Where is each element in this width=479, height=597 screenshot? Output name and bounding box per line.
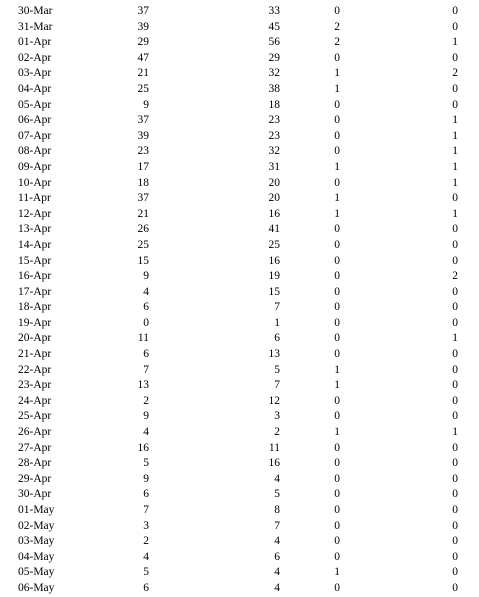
date-cell: 11-Apr xyxy=(18,192,51,205)
table-row xyxy=(0,176,479,192)
date-cell: 31-Mar xyxy=(18,20,53,33)
date-cell: 03-May xyxy=(18,535,55,548)
value-cell-1: 9 xyxy=(143,98,149,111)
value-cell-2: 7 xyxy=(274,301,280,314)
value-cell-2: 56 xyxy=(268,36,280,49)
value-cell-1: 15 xyxy=(137,254,149,267)
table-row xyxy=(0,456,479,472)
value-cell-4: 1 xyxy=(452,426,458,439)
value-cell-1: 25 xyxy=(137,82,149,95)
value-cell-4: 2 xyxy=(452,270,458,283)
value-cell-3: 0 xyxy=(334,488,340,501)
date-cell: 16-Apr xyxy=(18,270,52,283)
value-cell-3: 0 xyxy=(334,98,340,111)
value-cell-3: 2 xyxy=(334,36,340,49)
value-cell-1: 7 xyxy=(143,363,149,376)
table-row xyxy=(0,66,479,82)
value-cell-2: 31 xyxy=(268,160,280,173)
value-cell-3: 0 xyxy=(334,270,340,283)
value-cell-2: 7 xyxy=(274,379,280,392)
value-cell-1: 9 xyxy=(143,472,149,485)
table-row xyxy=(0,144,479,160)
date-cell: 19-Apr xyxy=(18,316,52,329)
value-cell-2: 38 xyxy=(268,82,280,95)
table-row xyxy=(0,222,479,238)
date-cell: 02-Apr xyxy=(18,51,52,64)
value-cell-1: 6 xyxy=(143,581,149,594)
value-cell-1: 5 xyxy=(143,566,149,579)
table-row xyxy=(0,113,479,129)
value-cell-1: 0 xyxy=(143,316,149,329)
value-cell-4: 1 xyxy=(452,207,458,220)
table-row xyxy=(0,441,479,457)
table-row xyxy=(0,472,479,488)
value-cell-4: 0 xyxy=(452,285,458,298)
value-cell-3: 2 xyxy=(334,20,340,33)
date-cell: 01-May xyxy=(18,504,55,516)
value-cell-1: 37 xyxy=(137,5,149,17)
table-row xyxy=(0,534,479,550)
value-cell-3: 0 xyxy=(334,441,340,454)
value-cell-4: 0 xyxy=(452,5,458,17)
value-cell-1: 39 xyxy=(137,129,149,142)
table-row xyxy=(0,285,479,301)
date-cell: 15-Apr xyxy=(18,254,52,267)
date-cell: 23-Apr xyxy=(18,379,52,392)
value-cell-2: 12 xyxy=(268,394,280,407)
value-cell-4: 0 xyxy=(452,472,458,485)
value-cell-3: 1 xyxy=(334,82,340,95)
value-cell-4: 0 xyxy=(452,51,458,64)
table-row xyxy=(0,35,479,51)
value-cell-2: 32 xyxy=(268,67,280,80)
value-cell-1: 6 xyxy=(143,348,149,361)
value-cell-4: 0 xyxy=(452,301,458,314)
value-cell-4: 1 xyxy=(452,176,458,189)
value-cell-2: 8 xyxy=(274,504,280,516)
value-cell-1: 9 xyxy=(143,410,149,423)
date-cell: 08-Apr xyxy=(18,145,52,158)
value-cell-2: 3 xyxy=(274,410,280,423)
value-cell-1: 21 xyxy=(137,207,149,220)
value-cell-1: 4 xyxy=(143,426,149,439)
table-row xyxy=(0,238,479,254)
value-cell-3: 0 xyxy=(334,145,340,158)
value-cell-2: 25 xyxy=(268,238,280,251)
value-cell-2: 18 xyxy=(268,98,280,111)
value-cell-2: 16 xyxy=(268,254,280,267)
value-cell-3: 1 xyxy=(334,207,340,220)
table-row xyxy=(0,4,479,20)
value-cell-3: 0 xyxy=(334,472,340,485)
value-cell-3: 0 xyxy=(334,519,340,532)
date-cell: 05-Apr xyxy=(18,98,52,111)
value-cell-1: 4 xyxy=(143,285,149,298)
value-cell-3: 0 xyxy=(334,457,340,470)
value-cell-4: 1 xyxy=(452,129,458,142)
value-cell-3: 0 xyxy=(334,51,340,64)
table-row xyxy=(0,191,479,207)
value-cell-3: 1 xyxy=(334,426,340,439)
value-cell-3: 0 xyxy=(334,332,340,345)
value-cell-2: 20 xyxy=(268,176,280,189)
value-cell-1: 37 xyxy=(137,114,149,127)
value-cell-1: 47 xyxy=(137,51,149,64)
value-cell-4: 0 xyxy=(452,550,458,563)
value-cell-4: 0 xyxy=(452,379,458,392)
value-cell-3: 0 xyxy=(334,581,340,594)
table-row xyxy=(0,363,479,379)
table-row xyxy=(0,331,479,347)
value-cell-3: 1 xyxy=(334,379,340,392)
value-cell-4: 1 xyxy=(452,36,458,49)
table-row xyxy=(0,207,479,223)
value-cell-3: 0 xyxy=(334,550,340,563)
value-cell-4: 0 xyxy=(452,254,458,267)
value-cell-2: 15 xyxy=(268,285,280,298)
value-cell-1: 21 xyxy=(137,67,149,80)
date-cell: 01-Apr xyxy=(18,36,52,49)
date-cell: 06-Apr xyxy=(18,114,52,127)
table-row xyxy=(0,519,479,535)
date-cell: 04-Apr xyxy=(18,82,52,95)
table-row xyxy=(0,316,479,332)
value-cell-4: 0 xyxy=(452,581,458,594)
value-cell-4: 0 xyxy=(452,82,458,95)
value-cell-1: 6 xyxy=(143,488,149,501)
value-cell-1: 3 xyxy=(143,519,149,532)
value-cell-4: 0 xyxy=(452,98,458,111)
value-cell-3: 0 xyxy=(334,114,340,127)
value-cell-1: 26 xyxy=(137,223,149,236)
value-cell-1: 4 xyxy=(143,550,149,563)
value-cell-1: 6 xyxy=(143,301,149,314)
value-cell-2: 4 xyxy=(274,472,280,485)
table-row xyxy=(0,254,479,270)
date-cell: 12-Apr xyxy=(18,207,52,220)
value-cell-1: 29 xyxy=(137,36,149,49)
table-row xyxy=(0,378,479,394)
value-cell-2: 19 xyxy=(268,270,280,283)
value-cell-3: 1 xyxy=(334,160,340,173)
value-cell-3: 0 xyxy=(334,129,340,142)
value-cell-4: 0 xyxy=(452,504,458,516)
table-row xyxy=(0,394,479,410)
value-cell-4: 0 xyxy=(452,238,458,251)
date-cell: 20-Apr xyxy=(18,332,52,345)
table-row xyxy=(0,565,479,581)
value-cell-2: 16 xyxy=(268,457,280,470)
value-cell-2: 41 xyxy=(268,223,280,236)
value-cell-2: 6 xyxy=(274,550,280,563)
value-cell-1: 5 xyxy=(143,457,149,470)
date-cell: 18-Apr xyxy=(18,301,52,314)
value-cell-2: 4 xyxy=(274,581,280,594)
value-cell-3: 0 xyxy=(334,394,340,407)
value-cell-4: 0 xyxy=(452,316,458,329)
date-cell: 17-Apr xyxy=(18,285,52,298)
date-cell: 09-Apr xyxy=(18,160,52,173)
table-row xyxy=(0,581,479,597)
value-cell-2: 7 xyxy=(274,519,280,532)
table-row xyxy=(0,269,479,285)
value-cell-1: 23 xyxy=(137,145,149,158)
table-row xyxy=(0,425,479,441)
value-cell-3: 0 xyxy=(334,5,340,17)
value-cell-1: 16 xyxy=(137,441,149,454)
value-cell-1: 39 xyxy=(137,20,149,33)
date-cell: 27-Apr xyxy=(18,441,52,454)
value-cell-4: 0 xyxy=(452,519,458,532)
value-cell-2: 29 xyxy=(268,51,280,64)
value-cell-2: 45 xyxy=(268,20,280,33)
value-cell-4: 2 xyxy=(452,67,458,80)
value-cell-2: 4 xyxy=(274,535,280,548)
value-cell-2: 23 xyxy=(268,114,280,127)
date-cell: 14-Apr xyxy=(18,238,52,251)
date-cell: 05-May xyxy=(18,566,55,579)
value-cell-1: 2 xyxy=(143,394,149,407)
value-cell-3: 1 xyxy=(334,67,340,80)
date-cell: 03-Apr xyxy=(18,67,52,80)
value-cell-2: 4 xyxy=(274,566,280,579)
value-cell-3: 0 xyxy=(334,348,340,361)
value-cell-2: 16 xyxy=(268,207,280,220)
date-cell: 26-Apr xyxy=(18,426,52,439)
date-cell: 30-Apr xyxy=(18,488,52,501)
value-cell-1: 2 xyxy=(143,535,149,548)
date-cell: 07-Apr xyxy=(18,129,52,142)
date-cell: 02-May xyxy=(18,519,55,532)
date-cell: 28-Apr xyxy=(18,457,52,470)
date-cell: 04-May xyxy=(18,550,55,563)
date-cell: 24-Apr xyxy=(18,394,52,407)
value-cell-4: 0 xyxy=(452,394,458,407)
table-row xyxy=(0,347,479,363)
value-cell-1: 13 xyxy=(137,379,149,392)
date-cell: 30-Mar xyxy=(18,5,53,17)
value-cell-2: 13 xyxy=(268,348,280,361)
table-row xyxy=(0,409,479,425)
value-cell-2: 20 xyxy=(268,192,280,205)
date-cell: 13-Apr xyxy=(18,223,52,236)
value-cell-2: 1 xyxy=(274,316,280,329)
value-cell-3: 0 xyxy=(334,410,340,423)
date-cell: 25-Apr xyxy=(18,410,52,423)
value-cell-1: 7 xyxy=(143,504,149,516)
value-cell-3: 1 xyxy=(334,363,340,376)
value-cell-4: 0 xyxy=(452,457,458,470)
value-cell-4: 0 xyxy=(452,441,458,454)
value-cell-1: 37 xyxy=(137,192,149,205)
value-cell-1: 17 xyxy=(137,160,149,173)
table-row xyxy=(0,98,479,114)
value-cell-4: 0 xyxy=(452,410,458,423)
value-cell-1: 11 xyxy=(137,332,149,345)
value-cell-3: 0 xyxy=(334,504,340,516)
value-cell-4: 1 xyxy=(452,332,458,345)
table-row xyxy=(0,487,479,503)
value-cell-1: 9 xyxy=(143,270,149,283)
table-row xyxy=(0,129,479,145)
value-cell-3: 1 xyxy=(334,566,340,579)
value-cell-2: 6 xyxy=(274,332,280,345)
value-cell-4: 0 xyxy=(452,363,458,376)
table-row xyxy=(0,550,479,566)
table-row xyxy=(0,503,479,519)
value-cell-2: 5 xyxy=(274,488,280,501)
value-cell-2: 2 xyxy=(274,426,280,439)
value-cell-4: 1 xyxy=(452,160,458,173)
value-cell-2: 32 xyxy=(268,145,280,158)
value-cell-4: 1 xyxy=(452,145,458,158)
value-cell-4: 0 xyxy=(452,488,458,501)
value-cell-2: 23 xyxy=(268,129,280,142)
date-cell: 06-May xyxy=(18,581,55,594)
value-cell-3: 0 xyxy=(334,254,340,267)
date-cell: 10-Apr xyxy=(18,176,52,189)
value-cell-3: 0 xyxy=(334,176,340,189)
table-row xyxy=(0,20,479,36)
value-cell-3: 0 xyxy=(334,223,340,236)
date-cell: 29-Apr xyxy=(18,472,52,485)
value-cell-1: 18 xyxy=(137,176,149,189)
value-cell-3: 0 xyxy=(334,285,340,298)
value-cell-4: 0 xyxy=(452,223,458,236)
value-cell-4: 0 xyxy=(452,566,458,579)
table-row xyxy=(0,51,479,67)
value-cell-2: 5 xyxy=(274,363,280,376)
value-cell-4: 0 xyxy=(452,20,458,33)
table-row xyxy=(0,300,479,316)
value-cell-4: 0 xyxy=(452,535,458,548)
value-cell-4: 1 xyxy=(452,114,458,127)
value-cell-2: 33 xyxy=(268,5,280,17)
table-row xyxy=(0,160,479,176)
value-cell-1: 25 xyxy=(137,238,149,251)
value-cell-3: 0 xyxy=(334,535,340,548)
date-cell: 22-Apr xyxy=(18,363,52,376)
value-cell-2: 11 xyxy=(268,441,280,454)
data-table xyxy=(0,4,479,597)
value-cell-3: 0 xyxy=(334,301,340,314)
value-cell-3: 0 xyxy=(334,316,340,329)
value-cell-3: 1 xyxy=(334,192,340,205)
value-cell-4: 0 xyxy=(452,348,458,361)
value-cell-4: 0 xyxy=(452,192,458,205)
value-cell-3: 0 xyxy=(334,238,340,251)
table-row xyxy=(0,82,479,98)
date-cell: 21-Apr xyxy=(18,348,52,361)
